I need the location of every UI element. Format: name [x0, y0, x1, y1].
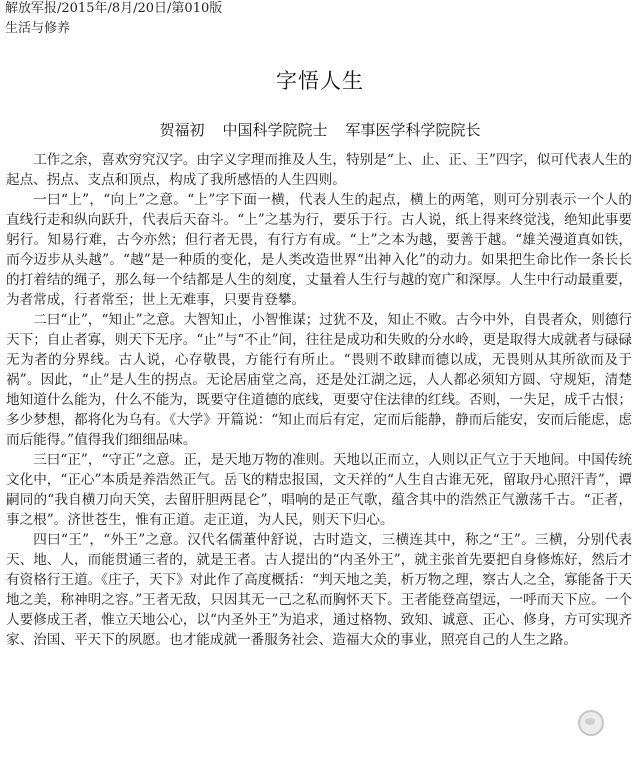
author-affiliation-institute: 军事医学科学院院长 [345, 121, 481, 139]
byline [0, 120, 640, 140]
publication-source: 解放军报/2015年/8月/20日/第010版 [5, 1, 223, 16]
article-title: 字悟人生 [276, 69, 364, 93]
author-name: 贺福初 [159, 121, 205, 139]
paragraph-wang: 四曰“王”，“外王”之意。汉代名儒董仲舒说，古时造文，三横连其中，称之“王”。三横，分别代表天、地、人，而能贯通三者的，就是王者。古人提出的“内圣外王”，就主张首先要把自身修炼好，然后才有资格行王道。《庄子，天下》对此作了高度概括：“判天地之美，析万物之理，察古人之全，寡能备于天地之美，称神明之容。”王者无敌，只因其无一己之私而胸怀天下。王者能登高望远，一呼而天下应。一个人要修成王者，惟立天地公心，以“内圣外王”为追求，通过格物、致知、诚意、正心、修身，方可实现齐家、治国、平天下的夙愿。也才能成就一番服务社会、造福大众的事业，照亮自己的人生之路。 [6, 532, 632, 648]
paragraph-zheng: 三曰“正”，“守正”之意。正，是天地万物的准则。天地以正而立，人则以正气立于天地间。中国传统文化中，“正心”本质是养浩然正气。岳飞的精忠报国，文天祥的“人生自古谁无死，留取丹心照汗青”，谭嗣同的“我自横刀向天笑，去留肝胆两昆仑”，唱响的是正气歌，蕴含其中的浩然正气激荡千古。“正者，事之根”。济世苍生，惟有正道。走正道，为人民，则天下归心。 [6, 452, 632, 528]
watermark-logo-icon [578, 710, 604, 736]
paragraph-shang: 一曰“上”，“向上”之意。“上”字下面一横，代表人生的起点，横上的两笔，则可分别表示一个人的直线行走和纵向跃升，代表后天奋斗。“上”之基为行，要乐于行。古人说，纸上得来终觉浅，绝知此事要躬行。知易行难，古今亦然；但行者无畏，有行方有成。“上”之本为越，要善于越。“雄关漫道真如铁，而今迈步从头越”。“越”是一种质的变化，是人类改造世界“出神入化”的动力。如果把生命比作一条长长的打着结的绳子，那么每一个结都是人生的刻度，丈量着人生行与越的宽广和深厚。人生中行动最重要，为者常成，行者常至；世上无难事，只要肯登攀。 [6, 192, 632, 308]
author-affiliation-academy: 中国科学院院士 [222, 121, 328, 139]
article-body [6, 150, 632, 650]
column-name: 生活与修养 [5, 21, 71, 36]
paragraph-intro: 工作之余，喜欢穷究汉字。由字义字理而推及人生，特别是“上、止、正、王”四字，似可代表人生的起点、拐点、支点和顶点，构成了我所感悟的人生四则。 [6, 152, 632, 188]
paragraph-zhi: 二曰“止”，“知止”之意。大智知止，小智惟谋；过犹不及，知止不败。古今中外，自畏者众，则德行天下；自止者寡，则天下无序。“止”与“不止”间，往往是成功和失败的分水岭，更是取得大成就者与碌碌无为者的分界线。古人说，心存敬畏，方能行有所止。“畏则不敢肆而德以成，无畏则从其所欲而及于祸”。因此，“止”是人生的拐点。无论居庙堂之高，还是处江湖之远，人人都必须知方圆、守规矩，清楚地知道什么能为，什么不能为，既要守住道德的底线，更要守住法律的红线。否则，一失足，成千古恨；多少梦想，都将化为乌有。《大学》开篇说：“知止而后有定，定而后能静，静而后能安，安而后能虑，虑而后能得。”值得我们细细品味。 [6, 312, 632, 448]
